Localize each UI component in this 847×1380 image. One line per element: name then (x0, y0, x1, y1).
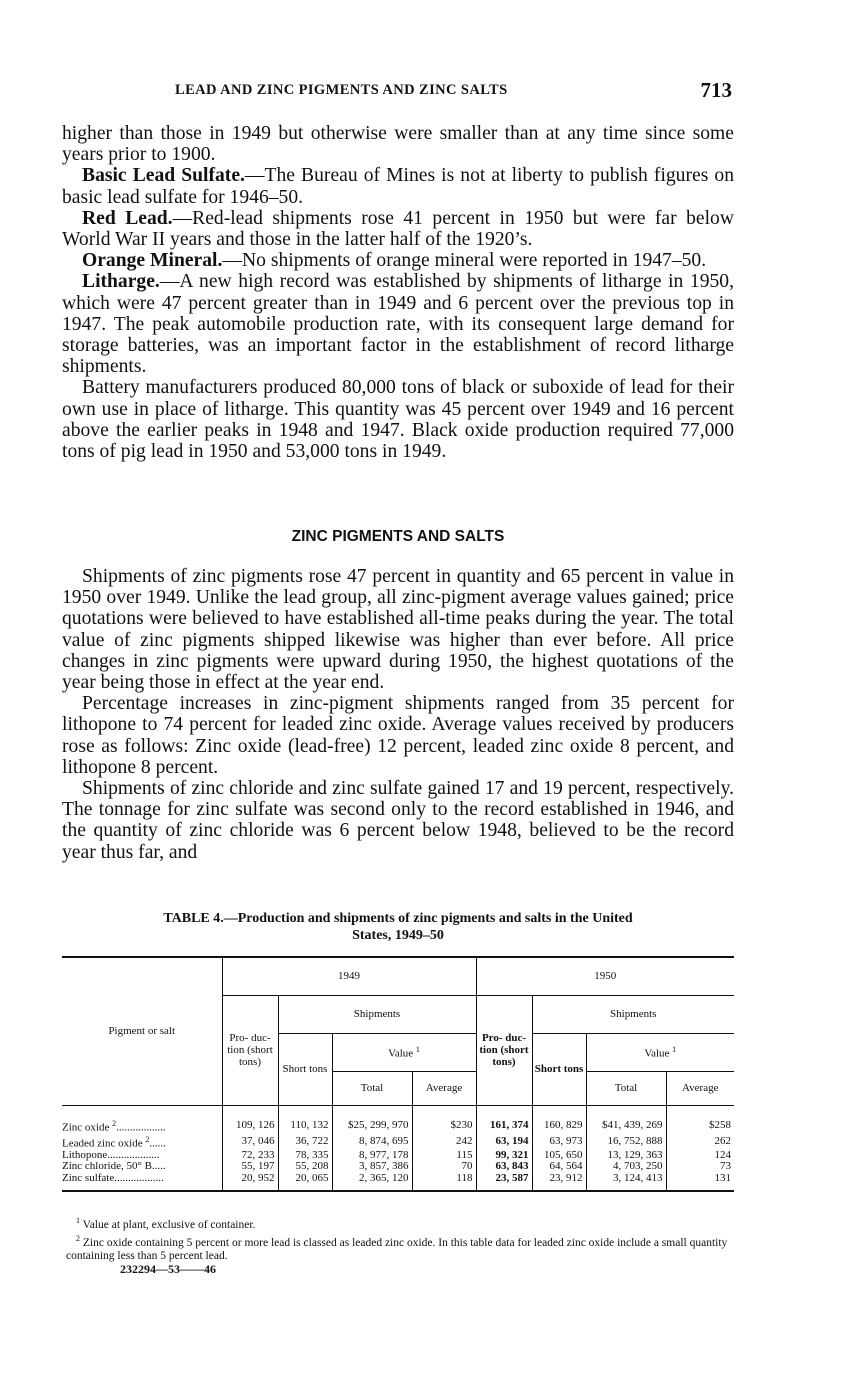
footnote-ref: 1 (672, 1045, 677, 1055)
footnote-1 (66, 1214, 738, 1232)
data-table (62, 956, 734, 1192)
body-text-section (62, 566, 734, 863)
paragraph-text: —No shipments of orange mineral were reported in 1947–50. (222, 250, 707, 272)
table-row (62, 1173, 734, 1192)
cell: 4, 703, 250 (586, 1161, 666, 1173)
paragraph-text: —Red-lead shipments rose 41 percent in 1950 but were far below World War II years and those in the latter half of the 1920’s. (62, 207, 734, 251)
cell: 23, 912 (532, 1173, 586, 1192)
row-name: Zinc chloride, 50° B (62, 1160, 152, 1173)
cell: 78, 335 (278, 1150, 332, 1162)
header-year-1949: 1949 (222, 957, 476, 995)
cell: 3, 857, 386 (332, 1161, 412, 1173)
header-year-1950: 1950 (476, 957, 734, 995)
table-caption-line: TABLE 4.—Production and shipments of zinc pigments and salts in the United (163, 911, 633, 926)
table-caption-line: States, 1949–50 (352, 928, 444, 943)
page (62, 0, 734, 1380)
paragraph: Battery manufacturers produced 80,000 tons of black or suboxide of lead for their own use in place of litharge. This quantity was 45 percent over 1949 and 16 percent above the earlier peaks in 1948 and 1947. Black oxide production required 77,000 tons of pig lead in 1950 and 53,000 tons in 1949. (62, 377, 734, 463)
cell: 115 (412, 1150, 476, 1162)
page-number: 713 (700, 78, 732, 102)
header-production-1949: Pro- duc- tion (short tons) (222, 995, 278, 1105)
footnote-ref: 2 (112, 1118, 117, 1128)
footnote-mark: 1 (76, 1216, 80, 1225)
row-name: Zinc sulfate (62, 1171, 115, 1184)
header-average-1950: Average (666, 1071, 734, 1105)
row-label (62, 1173, 222, 1192)
cell: 36, 722 (278, 1134, 332, 1150)
cell: 64, 564 (532, 1161, 586, 1173)
header-total-1949: Total (332, 1071, 412, 1105)
run-in-heading: Orange Mineral. (82, 250, 223, 272)
run-in-heading: Litharge. (82, 271, 160, 293)
cell: 72, 233 (222, 1150, 278, 1162)
cell: 131 (666, 1173, 734, 1192)
cell: $258 (666, 1105, 734, 1134)
leader-dots: .................. (116, 1121, 166, 1134)
cell: 242 (412, 1134, 476, 1150)
paragraph: higher than those in 1949 but otherwise were smaller than at any time since some years prior to 1900. (62, 123, 734, 166)
paragraph: Shipments of zinc pigments rose 47 percent in quantity and 65 percent in value in 1950 over 1949. Unlike the lead group, all zinc-pigment average values gained; price quotations were believed to have established all-time peaks during the year. The total value of zinc pigments shipped likewise was higher than ever before. All price changes in zinc pigments were upward during 1950, the highest quotations of the year being those in effect at the year end. (62, 566, 734, 694)
row-name: Zinc oxide (62, 1121, 110, 1134)
cell: 3, 124, 413 (586, 1173, 666, 1192)
cell: 37, 046 (222, 1134, 278, 1150)
header-shipments-1950: Shipments (532, 995, 734, 1033)
footnote-ref: 1 (415, 1045, 420, 1055)
cell: 70 (412, 1161, 476, 1173)
cell: $25, 299, 970 (332, 1105, 412, 1134)
footnotes (66, 1214, 738, 1263)
row-name: Leaded zinc oxide (62, 1137, 143, 1150)
header-average-1949: Average (412, 1071, 476, 1105)
cell: 55, 208 (278, 1161, 332, 1173)
row-label (62, 1105, 222, 1134)
cell: 55, 197 (222, 1161, 278, 1173)
running-header (62, 78, 734, 104)
cell: 20, 065 (278, 1173, 332, 1192)
header-value-label: Value (388, 1047, 414, 1060)
footnote-mark: 2 (76, 1233, 80, 1243)
header-total-1950: Total (586, 1071, 666, 1105)
cell: 105, 650 (532, 1150, 586, 1162)
footnote-ref: 2 (145, 1134, 150, 1144)
cell: 73 (666, 1161, 734, 1173)
cell: 161, 374 (476, 1105, 532, 1134)
cell: 8, 874, 695 (332, 1134, 412, 1150)
header-short-tons-1949: Short tons (278, 1033, 332, 1105)
leader-dots: ................... (107, 1148, 160, 1161)
cell: 13, 129, 363 (586, 1150, 666, 1162)
cell: 8, 977, 178 (332, 1150, 412, 1162)
run-in-heading: Red Lead. (82, 207, 173, 229)
cell: 124 (666, 1150, 734, 1162)
print-code: 232294—53——46 (120, 1262, 216, 1276)
header-pigment: Pigment or salt (62, 957, 222, 1105)
cell: 109, 126 (222, 1105, 278, 1134)
paragraph-text: —A new high record was established by shipments of litharge in 1950, which were 47 percent greater than in 1949 and 6 percent over the previous top in 1947. The peak automobile production rate, with its consequent large demand for storage batteries, was an important factor in the establishment of record litharge shipments. (62, 271, 734, 378)
leader-dots: ...... (149, 1137, 166, 1150)
cell: 23, 587 (476, 1173, 532, 1192)
cell: 63, 194 (476, 1134, 532, 1150)
cell: 2, 365, 120 (332, 1173, 412, 1192)
header-value-label: Value (644, 1047, 670, 1060)
cell: $230 (412, 1105, 476, 1134)
body-text-top (62, 123, 734, 462)
paragraph-red-lead (62, 208, 734, 250)
header-production-1950: Pro- duc- tion (short tons) (476, 995, 532, 1105)
table-row (62, 1105, 734, 1134)
footnote-text: Value at plant, exclusive of container. (82, 1218, 256, 1231)
paragraph: Percentage increases in zinc-pigment shipments ranged from 35 percent for lithopone to 74 percent for leaded zinc oxide. Average values received by producers rose as follows: Zinc oxide (lead-free) 12 percent, leaded zinc oxide 8 percent, and lithopone 8 percent. (62, 693, 734, 778)
row-name: Lithopone (62, 1148, 108, 1161)
header-value-1949 (332, 1033, 476, 1071)
paragraph-text: —The Bureau of Mines is not at liberty to publish figures on basic lead sulfate for 1946–50. (62, 165, 734, 208)
paragraph-basic-lead-sulfate (62, 165, 734, 207)
cell: 20, 952 (222, 1173, 278, 1192)
running-title: LEAD AND ZINC PIGMENTS AND ZINC SALTS (175, 82, 508, 98)
cell: $41, 439, 269 (586, 1105, 666, 1134)
cell: 16, 752, 888 (586, 1134, 666, 1150)
header-short-tons-1950: Short tons (532, 1033, 586, 1105)
table-caption (62, 910, 734, 944)
paragraph-orange-mineral (62, 250, 734, 271)
cell: 63, 843 (476, 1161, 532, 1173)
cell: 160, 829 (532, 1105, 586, 1134)
section-heading: ZINC PIGMENTS AND SALTS (291, 528, 505, 545)
header-shipments-1949: Shipments (278, 995, 476, 1033)
footnote-2 (66, 1232, 738, 1263)
cell: 99, 321 (476, 1150, 532, 1162)
run-in-heading: Basic Lead Sulfate. (82, 165, 245, 187)
cell: 110, 132 (278, 1105, 332, 1134)
footnote-text: Zinc oxide containing 5 percent or more lead is classed as leaded zinc oxide. In this table data for leaded zinc oxide include a small quantity containing less than 5 percent lead. (66, 1236, 728, 1262)
paragraph: Shipments of zinc chloride and zinc sulfate gained 17 and 19 percent, respectively. The tonnage for zinc sulfate was second only to the record established in 1946, and the quantity of zinc chloride was 6 percent below 1948, believed to be the record year thus far, and (62, 778, 734, 863)
row-label (62, 1134, 222, 1150)
cell: 262 (666, 1134, 734, 1150)
table-row (62, 1134, 734, 1150)
cell: 118 (412, 1173, 476, 1192)
paragraph-litharge (62, 271, 734, 377)
leader-dots: .................. (114, 1171, 164, 1184)
header-value-1950 (586, 1033, 734, 1071)
cell: 63, 973 (532, 1134, 586, 1150)
leader-dots: ..... (151, 1160, 166, 1173)
